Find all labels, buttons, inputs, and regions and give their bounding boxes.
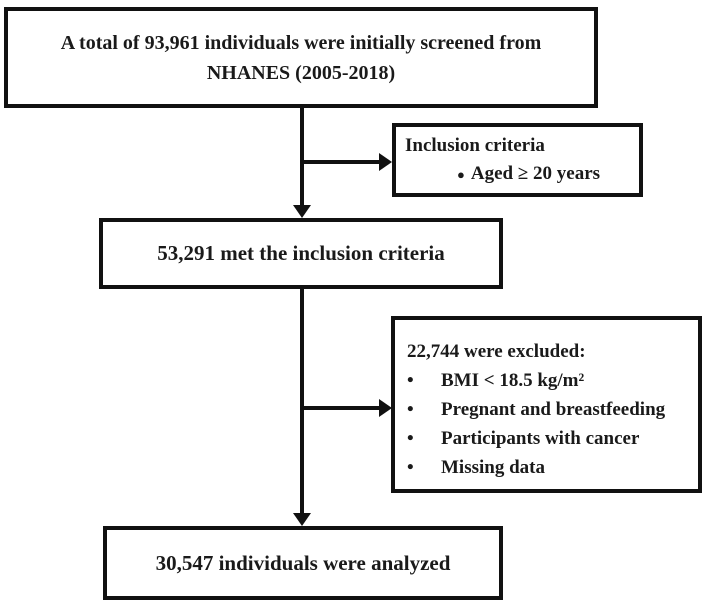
bullet-icon: •: [407, 399, 414, 420]
excluded-title: 22,744 were excluded:: [407, 341, 586, 362]
arrowhead-down-icon: [293, 205, 311, 218]
inclusion-criteria-item-text: Aged ≥ 20 years: [470, 163, 601, 184]
inclusion-criteria-box: [392, 123, 643, 197]
met-criteria-box: [99, 218, 503, 289]
arrowhead-right-icon: [379, 153, 392, 171]
bullet-icon: •: [407, 457, 414, 478]
excluded-box: [391, 316, 702, 493]
inclusion-criteria-title: Inclusion criteria: [405, 135, 545, 156]
excluded-item-text: Participants with cancer: [441, 428, 640, 449]
analyzed-text: 30,547 individuals were analyzed: [155, 550, 451, 575]
screened-text-line1: A total of 93,961 individuals were initially screened from: [60, 31, 542, 54]
branch-line-to-excluded: [302, 406, 380, 410]
excluded-item-text: BMI < 18.5 kg/m²: [441, 370, 585, 391]
excluded-item: [407, 395, 690, 424]
excluded-item-text: Pregnant and breastfeeding: [441, 399, 666, 420]
arrowhead-down-icon: [293, 513, 311, 526]
met-criteria-text: 53,291 met the inclusion criteria: [157, 241, 445, 265]
excluded-item: [407, 424, 690, 453]
branch-line-to-inclusion: [302, 160, 380, 164]
bullet-icon: •: [407, 428, 414, 449]
excluded-item: [407, 453, 690, 482]
bullet-icon: •: [407, 370, 414, 391]
screened-box: [4, 7, 598, 108]
screened-text-line2: NHANES (2005-2018): [206, 61, 396, 84]
analyzed-box: [103, 526, 503, 600]
bullet-icon: ●: [457, 166, 465, 182]
arrow-line-screened-to-met: [300, 107, 304, 208]
inclusion-criteria-item: [457, 160, 630, 188]
excluded-item: [407, 366, 690, 395]
arrow-line-met-to-analyzed: [300, 286, 304, 515]
excluded-item-text: Missing data: [441, 457, 545, 478]
